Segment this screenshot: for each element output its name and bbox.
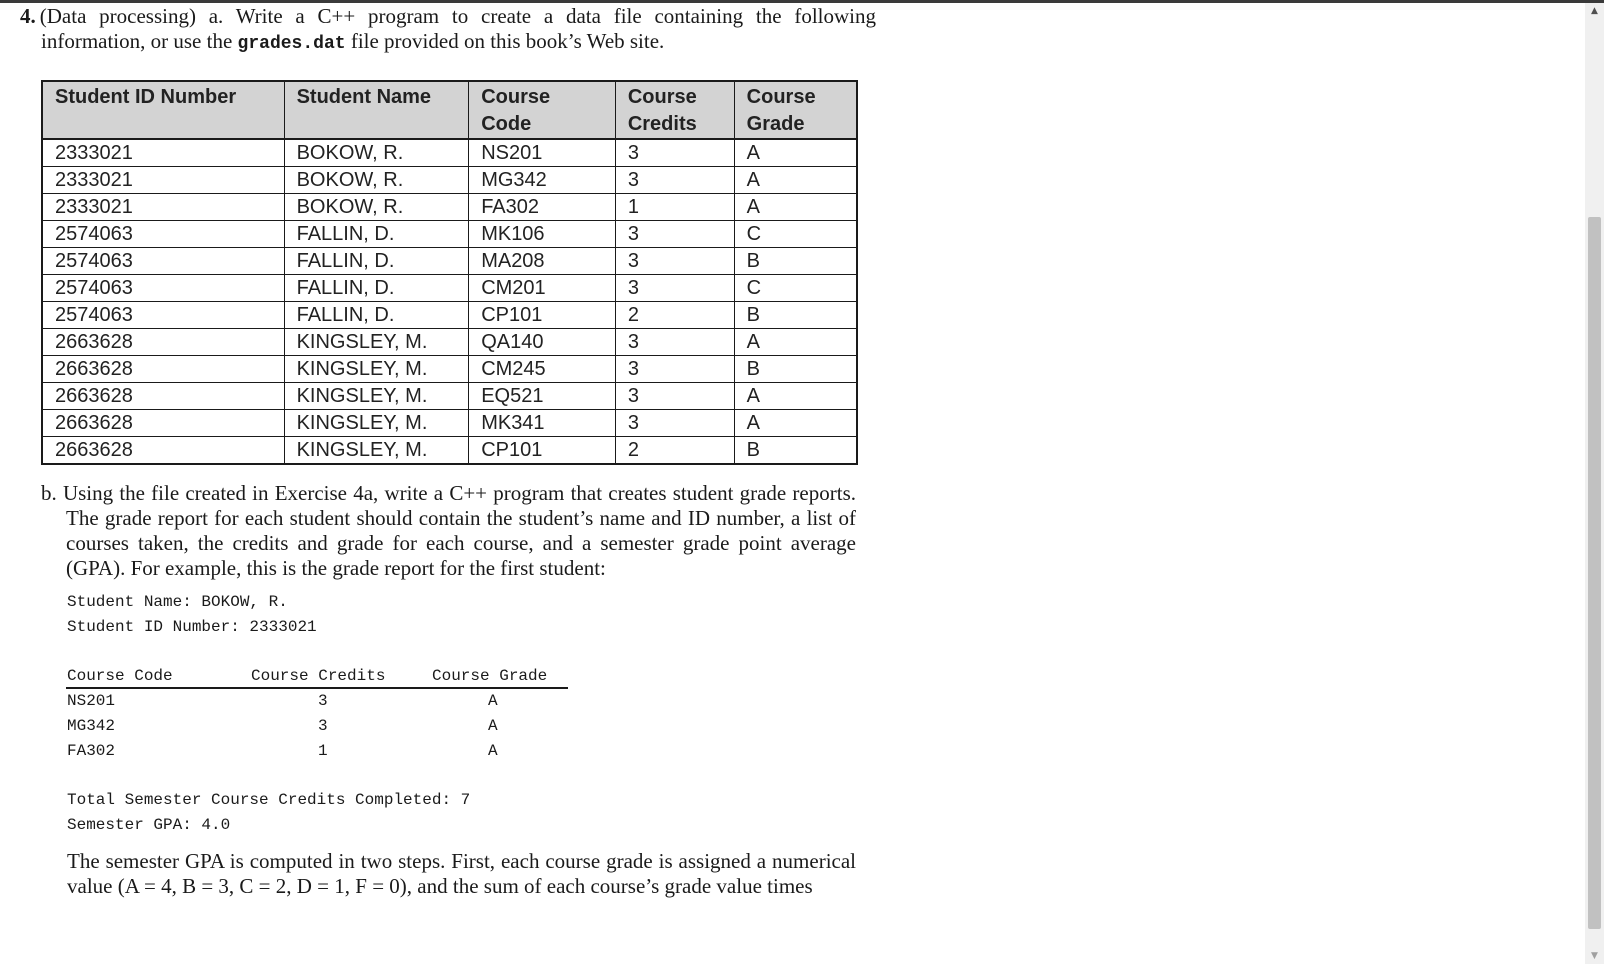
cell-student-id: 2663628 [42, 410, 284, 437]
problem-4a-line2-end: file provided on this book’s Web site. [345, 29, 665, 53]
cell-course-grade: A [734, 383, 857, 410]
scroll-up-arrow-icon[interactable]: ▲ [1591, 6, 1598, 16]
cell-course-credits: 3 [615, 410, 734, 437]
cell-student-id: 2663628 [42, 356, 284, 383]
cell-course-code: MG342 [469, 167, 616, 194]
cell-course-credits: 2 [615, 437, 734, 465]
cell-course-code: CP101 [469, 437, 616, 465]
report-student-id: Student ID Number: 2333021 [67, 618, 317, 636]
report-header-course-code: Course Code [67, 667, 173, 685]
cell-student-name: KINGSLEY, M. [284, 410, 469, 437]
cell-student-name: BOKOW, R. [284, 194, 469, 221]
gpa-explanation-text: The semester GPA is computed in two steps. First, each course grade is assigned a numerical value (A = 4, B = 3, C = 2, D = 1, F = 0), and the sum of each course’s grade value times [67, 849, 856, 898]
report-cell-course-grade: A [488, 692, 498, 710]
cell-student-name: BOKOW, R. [284, 139, 469, 167]
table-row [42, 383, 857, 410]
report-cell-course-code: NS201 [67, 692, 116, 710]
table-row [42, 410, 857, 437]
cell-course-credits: 3 [615, 139, 734, 167]
cell-course-grade: A [734, 329, 857, 356]
cell-course-credits: 3 [615, 221, 734, 248]
cell-course-code: QA140 [469, 329, 616, 356]
cell-course-code: CM245 [469, 356, 616, 383]
report-gpa: Semester GPA: 4.0 [67, 816, 231, 834]
problem-4a-line1: (Data processing) a. Write a C++ program to create a data file containing the following [39, 4, 876, 28]
grades-table [41, 80, 858, 465]
table-row [42, 302, 857, 329]
report-student-name: Student Name: BOKOW, R. [67, 593, 288, 611]
vertical-scrollbar[interactable] [1585, 3, 1604, 964]
problem-4a [20, 4, 876, 57]
cell-student-id: 2574063 [42, 302, 284, 329]
report-cell-course-code: FA302 [67, 742, 116, 760]
cell-course-grade: A [734, 194, 857, 221]
cell-course-credits: 2 [615, 302, 734, 329]
cell-course-credits: 3 [615, 383, 734, 410]
cell-course-grade: A [734, 167, 857, 194]
cell-student-name: KINGSLEY, M. [284, 329, 469, 356]
table-row [42, 437, 857, 465]
cell-course-grade: A [734, 139, 857, 167]
cell-course-grade: C [734, 221, 857, 248]
problem-4a-line2-start: information, or use the [41, 29, 238, 53]
header-course-credits: Course Credits [615, 81, 734, 139]
header-student-name: Student Name [284, 81, 469, 139]
cell-course-code: MK341 [469, 410, 616, 437]
cell-course-code: CP101 [469, 302, 616, 329]
cell-course-grade: A [734, 410, 857, 437]
header-course-grade: Course Grade [734, 81, 857, 139]
cell-course-code: MA208 [469, 248, 616, 275]
cell-course-code: EQ521 [469, 383, 616, 410]
cell-student-id: 2333021 [42, 167, 284, 194]
report-cell-course-grade: A [488, 717, 498, 735]
table-row [42, 167, 857, 194]
cell-course-code: MK106 [469, 221, 616, 248]
cell-student-name: KINGSLEY, M. [284, 437, 469, 465]
table-row [42, 221, 857, 248]
report-header-course-credits: Course Credits [251, 667, 386, 685]
report-total-credits: Total Semester Course Credits Completed: 7 [67, 791, 471, 809]
table-row [42, 248, 857, 275]
cell-course-code: NS201 [469, 139, 616, 167]
report-header-underline [66, 687, 568, 689]
cell-student-id: 2333021 [42, 139, 284, 167]
cell-student-name: FALLIN, D. [284, 221, 469, 248]
filename-code: grades.dat [237, 34, 346, 54]
cell-course-grade: C [734, 275, 857, 302]
report-cell-course-credits: 3 [318, 692, 328, 710]
header-student-id: Student ID Number [42, 81, 284, 139]
cell-student-id: 2574063 [42, 275, 284, 302]
report-cell-course-grade: A [488, 742, 498, 760]
cell-student-name: KINGSLEY, M. [284, 356, 469, 383]
cell-course-credits: 3 [615, 248, 734, 275]
cell-student-id: 2663628 [42, 329, 284, 356]
table-row [42, 275, 857, 302]
cell-student-name: FALLIN, D. [284, 302, 469, 329]
cell-course-credits: 3 [615, 356, 734, 383]
table-row [42, 194, 857, 221]
problem-4b [41, 481, 856, 581]
cell-student-name: FALLIN, D. [284, 248, 469, 275]
problem-4b-label: b. [41, 481, 57, 505]
cell-student-id: 2574063 [42, 248, 284, 275]
cell-student-id: 2333021 [42, 194, 284, 221]
cell-course-credits: 3 [615, 329, 734, 356]
table-row [42, 356, 857, 383]
problem-4b-text: Using the file created in Exercise 4a, write a C++ program that creates student grade reports. The grade report for each student should contain the student’s name and ID number, a list of courses taken, the credits and grade for each course, and a semester grade point average (GPA). For example, this is the grade report for the first student: [62, 481, 856, 580]
scroll-down-arrow-icon[interactable]: ▼ [1591, 951, 1598, 961]
cell-student-name: FALLIN, D. [284, 275, 469, 302]
cell-course-grade: B [734, 356, 857, 383]
cell-course-grade: B [734, 302, 857, 329]
table-row [42, 139, 857, 167]
cell-course-code: CM201 [469, 275, 616, 302]
cell-student-id: 2574063 [42, 221, 284, 248]
cell-course-credits: 1 [615, 194, 734, 221]
cell-course-grade: B [734, 437, 857, 465]
report-header-course-grade: Course Grade [432, 667, 548, 685]
table-header-row [42, 81, 857, 139]
report-cell-course-code: MG342 [67, 717, 116, 735]
table-row [42, 329, 857, 356]
cell-course-grade: B [734, 248, 857, 275]
report-cell-course-credits: 3 [318, 717, 328, 735]
cell-student-id: 2663628 [42, 383, 284, 410]
report-cell-course-credits: 1 [318, 742, 328, 760]
cell-course-code: FA302 [469, 194, 616, 221]
cell-course-credits: 3 [615, 167, 734, 194]
table-body [42, 139, 857, 464]
scroll-thumb[interactable] [1588, 217, 1601, 929]
cell-student-name: KINGSLEY, M. [284, 383, 469, 410]
cell-student-name: BOKOW, R. [284, 167, 469, 194]
header-course-code: Course Code [469, 81, 616, 139]
cell-course-credits: 3 [615, 275, 734, 302]
cell-student-id: 2663628 [42, 437, 284, 465]
gpa-explanation [67, 849, 856, 899]
problem-number: 4. [20, 4, 36, 28]
